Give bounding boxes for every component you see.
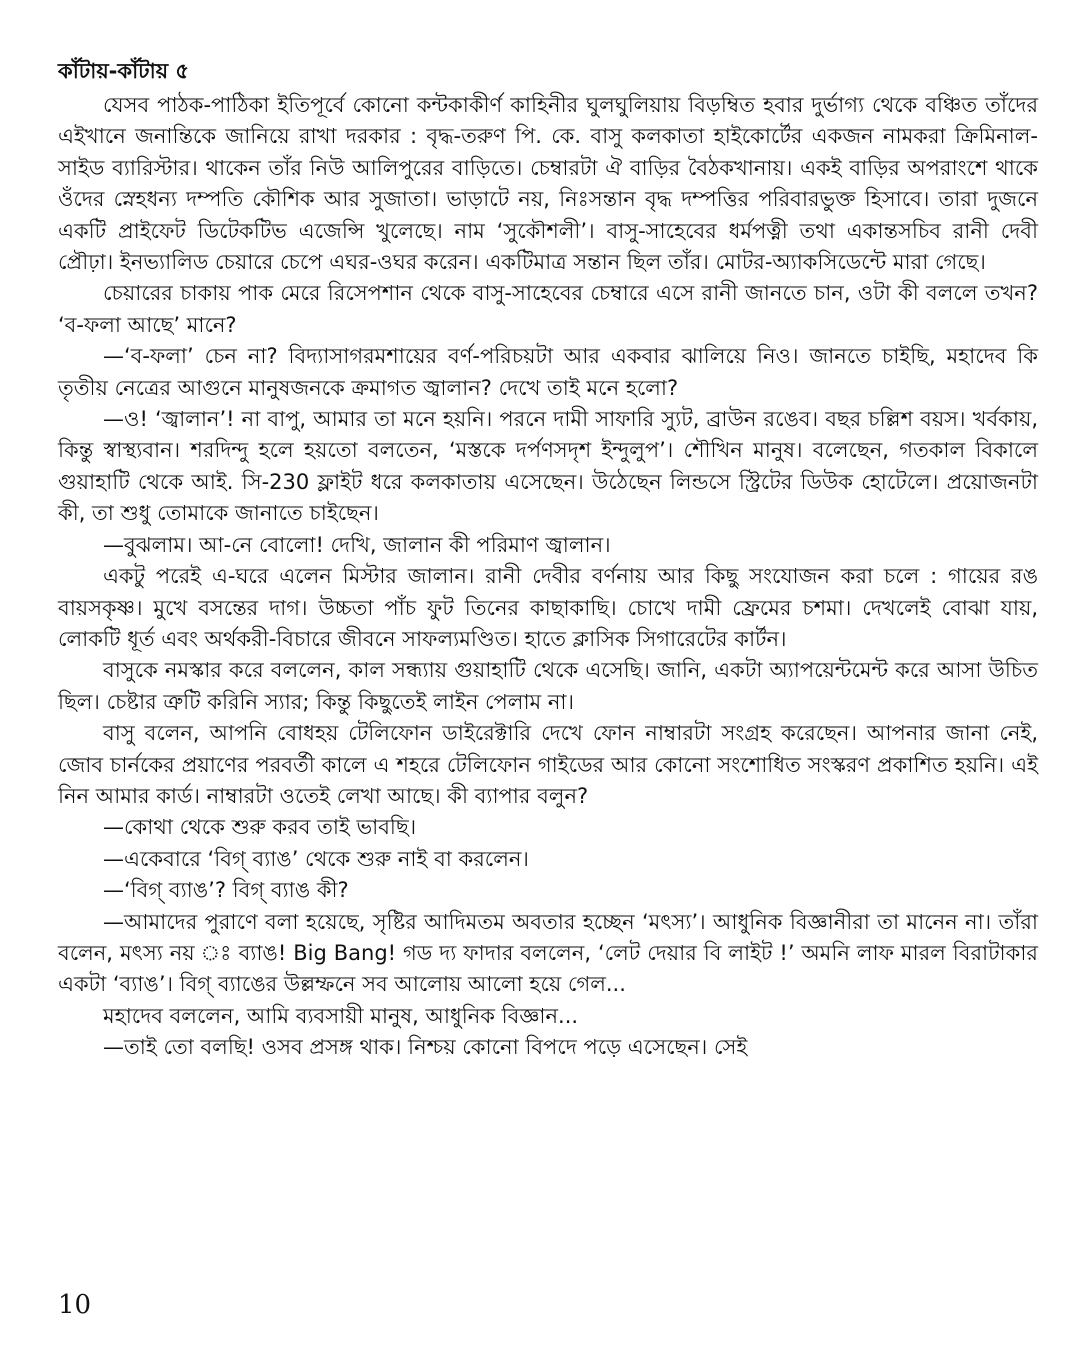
paragraph: বাসু বলেন, আপনি বোধহয় টেলিফোন ডাইরেক্টারি দেখে ফোন নাম্বারটা সংগ্রহ করেছেন। আপনার জানা নেই, জোব চার্নকের প্রয়াণের পরবর্তী কালে এ শহরে টেলিফোন গাইডের আর কোনো সংশোধিত সংস্করণ প্রকাশিত হয়নি। এই নিন আমার কার্ড। নাম্বারটা ওতেই লেখা আছে। কী ব্যাপার বলুন? xyxy=(58,721,1038,808)
paragraph: মহাদেব বললেন, আমি ব্যবসায়ী মানুষ, আধুনিক বিজ্ঞান... xyxy=(103,1003,579,1028)
running-header: কাঁটায়-কাঁটায় ৫ xyxy=(58,59,190,83)
paragraph: চেয়ারের চাকায় পাক মেরে রিসেপশান থেকে বাসু-সাহেবের চেম্বারে এসে রানী জানতে চান, ওটা কী বললে তখন? ‘ব-ফলা আছে’ মানে? xyxy=(58,281,1038,337)
paragraph: একটু পরেই এ-ঘরে এলেন মিস্টার জালান। রানী দেবীর বর্ণনায় আর কিছু সংযোজন করা চলে : গায়ের রঙ বায়সকৃষ্ণ। মুখে বসন্তের দাগ। উচ্চতা পাঁচ ফুট তিনের কাছাকাছি। চোখে দামী ফ্রেমের চশমা। দেখলেই বোঝা যায়, লোকটি ধূর্ত এবং অর্থকরী-বিচারে জীবনে সাফল্যমণ্ডিত। হাতে ক্লাসিক সিগারেটের কার্টন। xyxy=(58,564,1038,651)
paragraph: বাসুকে নমস্কার করে বললেন, কাল সন্ধ্যায় গুয়াহাটি থেকে এসেছি। জানি, একটা অ্যাপয়েন্টমেন্ট করে আসা উচিত ছিল। চেষ্টার ত্রুটি করিনি স্যার; কিন্তু কিছুতেই লাইন পেলাম না। xyxy=(58,658,1038,714)
paragraph: —তাই তো বলছি! ওসব প্রসঙ্গ থাক। নিশ্চয় কোনো বিপদে পড়ে এসেছেন। সেই xyxy=(103,1035,748,1060)
paragraph: —একেবারে ‘বিগ্ ব্যাঙ’ থেকে শুরু নাই বা করলেন। xyxy=(103,846,529,871)
page-number: 10 xyxy=(58,1290,92,1320)
paragraph: —‘ব-ফলা’ চেন না? বিদ্যাসাগরমশায়ের বর্ণ-পরিচয়টা আর একবার ঝালিয়ে নিও। জানতে চাইছি, মহাদেব কি তৃতীয় নেত্রের আগুনে মানুষজনকে ক্রমাগত জ্বালান? দেখে তাই মনে হলো? xyxy=(58,344,1038,400)
paragraph: —ও! ‘জ্বালান’! না বাপু, আমার তা মনে হয়নি। পরনে দামী সাফারি স্যুট, ব্রাউন রঙেব। বছর চল্লিশ বয়স। খর্বকায়, কিন্তু স্বাস্থ্যবান। শরদিন্দু হলে হয়তো বলতেন, ‘মস্তকে দর্পণসদৃশ ইন্দুলুপ’। শৌখিন মানুষ। বলেছেন, গতকাল বিকালে গুয়াহাটি থেকে আই. সি-230 ফ্লাইট ধরে কলকাতায় এসেছেন। উঠেছেন লিন্ডসে স্ট্রিটের ডিউক হোটেলে। প্রয়োজনটা কী, তা শুধু তোমাকে জানাতে চাইছেন। xyxy=(58,407,1038,526)
paragraph: —আমাদের পুরাণে বলা হয়েছে, সৃষ্টির আদিমতম অবতার হচ্ছেন ‘মৎস্য’। আধুনিক বিজ্ঞানীরা তা মানেন না। তাঁরা বলেন, মৎস্য নয় ঃ ব্যাঙ! Big Bang! গড দ্য ফাদার বললেন, ‘লেট দেয়ার বি লাইট !’ অমনি লাফ মারল বিরাটাকার একটা ‘ব্যাঙ’। বিগ্ ব্যাঙের উল্লম্ফনে সব আলোয় আলো হয়ে গেল... xyxy=(58,909,1038,997)
paragraph: যেসব পাঠক-পাঠিকা ইতিপূর্বে কোনো কন্টকাকীর্ণ কাহিনীর ঘুলঘুলিয়ায় বিড়ম্বিত হবার দুর্ভাগ্য থেকে বঞ্চিত তাঁদের এইখানে জনান্তিকে জানিয়ে রাখা দরকার : বৃদ্ধ-তরুণ পি. কে. বাসু কলকাতা হাইকোর্টের একজন নামকরা ক্রিমিনাল-সাইড ব্যারিস্টার। থাকেন তাঁর নিউ আলিপুরের বাড়িতে। চেম্বারটা ঐ বাড়ির বৈঠকখানায়। একই বাড়ির অপরাংশে থাকে ওঁদের স্নেহধন্য দম্পতি কৌশিক আর সুজাতা। ভাড়াটে নয়, নিঃসন্তান বৃদ্ধ দম্পত্তির পরিবারভুক্ত হিসাবে। তারা দুজনে একটি প্রাইফেট ডিটেকটিভ এজেন্সি খুলেছে। নাম ‘সুকৌশলী’। বাসু-সাহেবের ধর্মপত্নী তথা একান্তসচিব রানী দেবী প্রৌঢ়া। ইনভ্যালিড চেয়ারে চেপে এঘর-ওঘর করেন। একটিমাত্র সন্তান ছিল তাঁর। মোটর-অ্যাকসিডেন্টে মারা গেছে। xyxy=(58,93,1038,275)
paragraph: —কোথা থেকে শুরু করব তাই ভাবছি। xyxy=(103,815,417,840)
paragraph: —‘বিগ্ ব্যাঙ’? বিগ্ ব্যাঙ কী? xyxy=(103,878,349,903)
body-text xyxy=(58,90,1038,1064)
paragraph: —বুঝলাম। আ-নে বোলো! দেখি, জালান কী পরিমাণ জ্বালান। xyxy=(103,532,611,557)
